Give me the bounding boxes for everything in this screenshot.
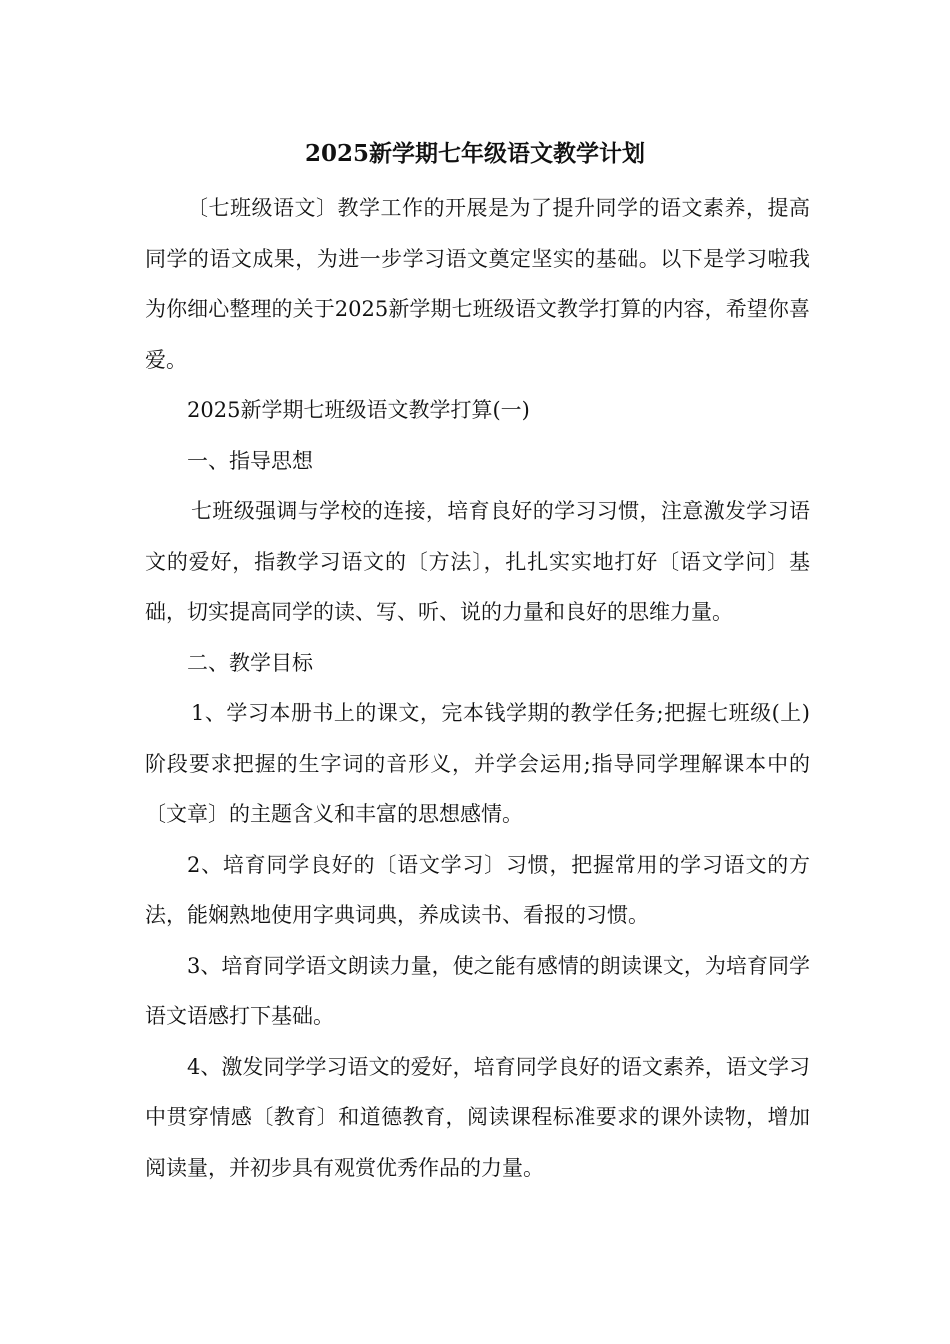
guiding-ideology-paragraph: 七班级强调与学校的连接，培育良好的学习习惯，注意激发学习语文的爱好，指教学习语文的〔方法〕，扎扎实实地打好〔语文学问〕基础，切实提高同学的读、写、听、说的力量和良好的思维力量。 (145, 499, 810, 624)
section-heading-guiding-ideology: 一、指导思想 (187, 448, 313, 473)
goal-item-3: 3、培育同学语文朗读力量，使之能有感情的朗读课文，为培育同学语文语感打下基础。 (145, 953, 810, 1028)
section-heading-teaching-goals: 二、教学目标 (187, 650, 313, 675)
goal-item-2: 2、培育同学良好的〔语文学习〕习惯，把握常用的学习语文的方法，能娴熟地使用字典词典，养成读书、看报的习惯。 (145, 852, 810, 927)
goal-item-4: 4、激发同学学习语文的爱好，培育同学良好的语文素养，语文学习中贯穿情感〔教育〕和道德教育，阅读课程标准要求的课外读物，增加阅读量，并初步具有观赏优秀作品的力量。 (145, 1054, 810, 1180)
goal-item-1: 1、学习本册书上的课文，完本钱学期的教学任务;把握七班级(上)阶段要求把握的生字词的音形义，并学会运用;指导同学理解课本中的〔文章〕的主题含义和丰富的思想感情。 (145, 701, 810, 826)
plan-heading: 2025新学期七班级语文教学打算(一) (187, 398, 530, 422)
document-title: 2025新学期七年级语文教学计划 (304, 140, 645, 167)
document-body (145, 183, 810, 1193)
intro-paragraph: 〔七班级语文〕教学工作的开展是为了提升同学的语文素养，提高同学的语文成果，为进一步学习语文奠定坚实的基础。以下是学习啦我为你细心整理的关于2025新学期七班级语文教学打算的内容，希望你喜爱。 (145, 196, 810, 372)
